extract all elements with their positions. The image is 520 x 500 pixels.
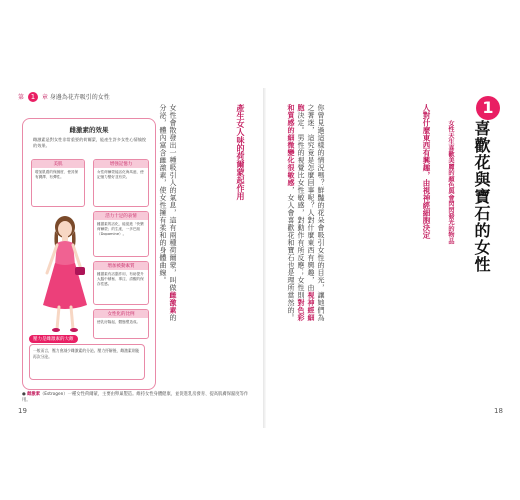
effect-box-expression	[93, 211, 149, 257]
effect-box-passive	[93, 261, 149, 305]
right-body-part-b: 決定。男性的視覺比女性敏感，對動作有所反應；女性則	[297, 111, 305, 299]
effect-box-head: 增加被動素質	[94, 262, 148, 270]
footnote-term: 雌激素	[27, 392, 41, 397]
effect-box-memory	[93, 159, 149, 207]
stress-callout	[29, 335, 147, 383]
left-body-highlight: 雌激素	[169, 291, 177, 314]
left-body-text	[158, 104, 178, 324]
footnote-text: 一種女性荷爾蒙，主要由卵巢製造。維持女性身體健康，並促進乳房發育、提高肌膚保濕度等作用。	[22, 392, 249, 403]
chapter-suffix: 章	[41, 94, 48, 101]
effect-box-body: 雌激素的活化，能促進「快樂荷爾蒙」的生產，一多巴胺（Dopamine）。	[97, 222, 144, 236]
effect-box-body: 增加肌膚的保濕度、使其保有潤澤、有彈性。	[35, 170, 79, 179]
left-body-part-a: 女性會散發出一種吸引人的氣息，這有兩種荷爾蒙，叫做	[169, 104, 177, 292]
effect-box-body: 使乳房隆起，體態塑造成。	[97, 320, 141, 324]
left-section-heading: 產生女人味的荷爾蒙起作用	[236, 104, 245, 200]
diagram-title: 雌激素的效果	[69, 126, 109, 134]
diagram-description: 雌激素是對女性非常重要的荷爾蒙，能產生許多女性心情愉悅的效果。	[33, 137, 147, 148]
effect-box-body: 雌激素有活腦作用，有助提升大腦中積極、專注、清醒的保存性感。	[97, 272, 144, 286]
page-number-left: 19	[18, 407, 27, 415]
footnote-term-english: （Estrogen）	[40, 392, 68, 397]
right-body-part-c: ，女人會喜歡花和寶石也是理所當然的。	[287, 186, 295, 322]
chapter-title: 身邊為花卉吸引的女性	[49, 94, 110, 101]
effect-box-head: 女性化的比例	[94, 310, 148, 318]
effect-box-skin	[31, 159, 85, 207]
callout-body: 一般而言，壓力會減少雌激素的分泌。壓力抒解後，雌激素則能再次分泌。	[29, 344, 145, 380]
effect-box-head: 活力十足的表情	[94, 212, 148, 220]
footnote	[22, 392, 252, 404]
chapter-prefix: 第	[18, 94, 25, 101]
right-section-heading: 人對什麼東西有興趣，由視神經細胞決定	[422, 104, 431, 239]
left-body-part-b: 的分泌，體內富含雌激素，使女性擁有柔和的身體曲線。	[159, 104, 177, 322]
chapter-number: 1	[28, 92, 38, 102]
page-title: 喜歡花與寶石的女性	[472, 120, 491, 273]
effect-box-head: 美肌	[32, 160, 84, 168]
effect-box-head: 增強記憶力	[94, 160, 148, 168]
right-body-text	[286, 104, 326, 324]
right-body-highlight-b: 對色彩和質感的細微變化很敏感	[287, 104, 305, 322]
woman-illustration	[39, 213, 93, 335]
callout-label: 壓力是雌激素的大敵	[29, 335, 78, 343]
chapter-header	[18, 92, 110, 102]
right-body-highlight-a: 視神經細胞	[297, 104, 315, 322]
estrogen-diagram	[22, 118, 156, 390]
section-number-badge: 1	[476, 96, 500, 120]
page-subtitle: 女性天生喜歡美麗的顏色與會閃閃發光的物品	[447, 120, 454, 244]
page-number-right: 18	[494, 407, 503, 415]
footnote-marker: ●	[22, 392, 28, 397]
book-spine	[263, 88, 266, 428]
right-body-part-a: 你曾見過這樣的情況嗎？鮮豔的花朵會吸引女性的目光，讓她們為之著迷，這究竟是怎麼回事呢？人對什麼東西有興趣，由	[307, 104, 325, 322]
effect-box-body: 女性荷爾蒙能活化海馬迴，使記憶力變好並有效。	[97, 170, 144, 179]
